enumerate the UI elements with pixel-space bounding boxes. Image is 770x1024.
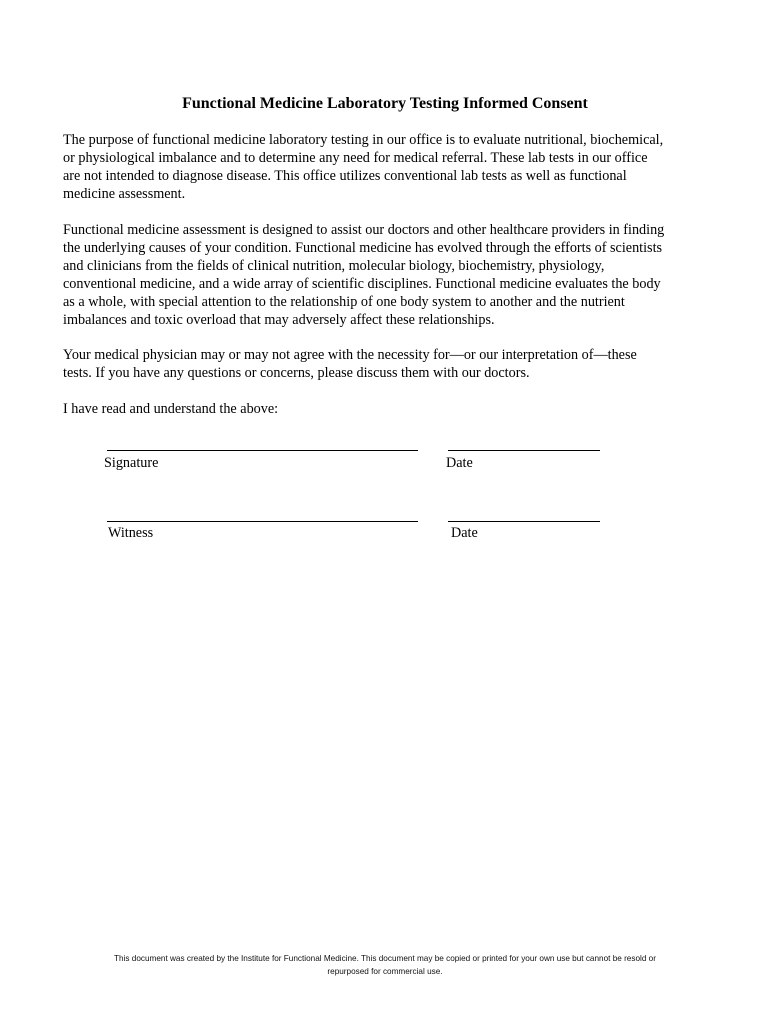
witness-line[interactable] [107,521,418,522]
footer-line: This document was created by the Institute for Functional Medicine. This document may be copied or printed for your own use but cannot be resold or [114,954,656,963]
document-title: Functional Medicine Laboratory Testing Informed Consent [182,95,588,112]
paragraph-purpose [63,131,713,203]
paragraph-physician [63,346,713,382]
paragraph-line: medicine assessment. [63,186,186,202]
paragraph-line: imbalances and toxic overload that may adversely affect these relationships. [63,312,495,328]
signature-line[interactable] [107,450,418,451]
paragraph-line: and clinicians from the fields of clinical nutrition, molecular biology, biochemistry, physiology, [63,258,605,274]
signature-label: Signature [104,455,159,471]
paragraph-assessment [63,221,713,329]
signature-date-line[interactable] [448,450,600,451]
paragraph-line: The purpose of functional medicine laboratory testing in our office is to evaluate nutritional, biochemical, [63,132,664,148]
witness-date-label: Date [451,525,478,541]
paragraph-line: conventional medicine, and a wide array of scientific disciplines. Functional medicine evaluates the body [63,276,661,292]
paragraph-line: or physiological imbalance and to determine any need for medical referral. These lab tests in our office [63,150,648,166]
paragraph-line: as a whole, with special attention to the relationship of one body system to another and the nutrient [63,294,625,310]
signature-date-label: Date [446,455,473,471]
paragraph-line: the underlying causes of your condition. Functional medicine has evolved through the efforts of scientists [63,240,663,256]
witness-date-line[interactable] [448,521,600,522]
footer-line: repurposed for commercial use. [327,967,443,976]
paragraph-acknowledgement [63,400,713,418]
paragraph-line: are not intended to diagnose disease. This office utilizes conventional lab tests as well as functional [63,168,627,184]
paragraph-line: Functional medicine assessment is designed to assist our doctors and other healthcare providers in finding [63,222,665,238]
paragraph-line: Your medical physician may or may not agree with the necessity for—or our interpretation of—these [63,347,637,363]
witness-label: Witness [108,525,154,541]
paragraph-line: I have read and understand the above: [63,401,279,417]
paragraph-line: tests. If you have any questions or concerns, please discuss them with our doctors. [63,365,530,381]
document-footer [0,952,770,978]
